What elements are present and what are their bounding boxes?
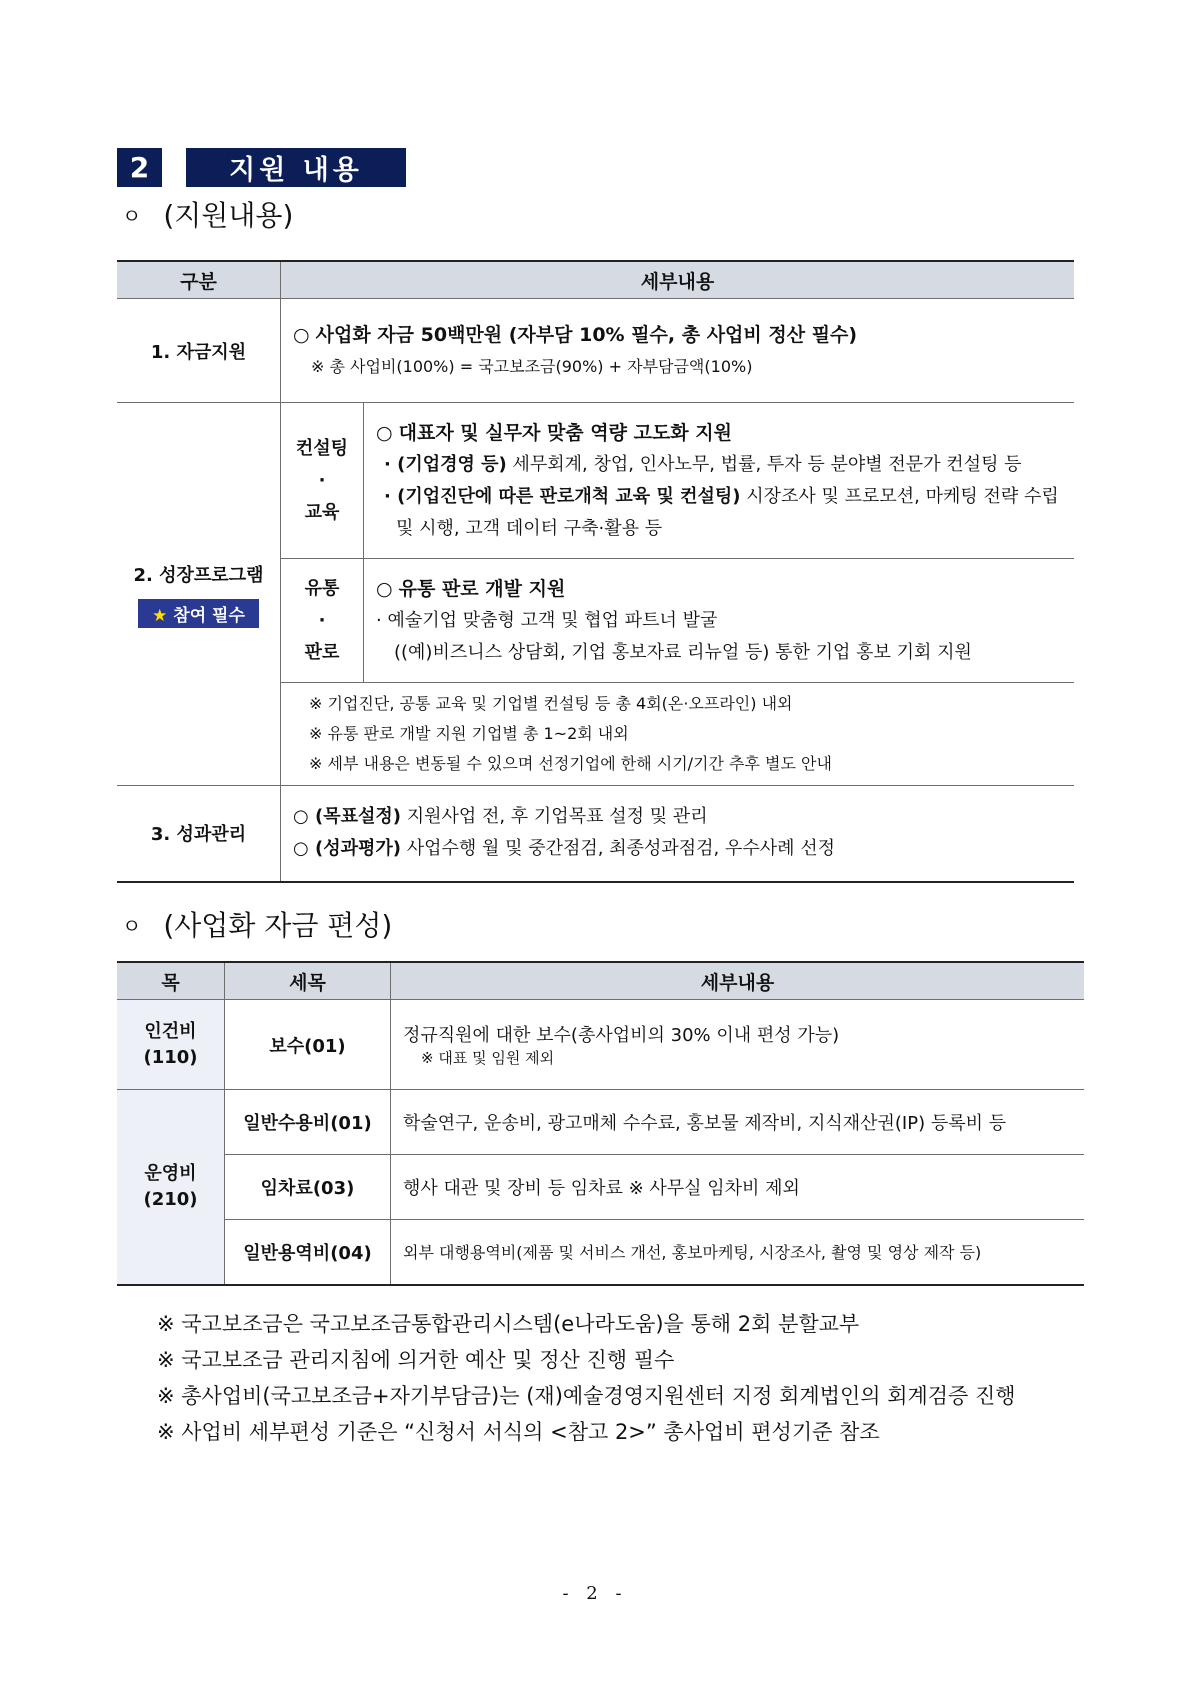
heading-support-content	[122, 194, 293, 234]
sub-consulting-education: 컨설팅 · 교육	[281, 403, 364, 559]
header-detail: 세부내용	[281, 261, 1075, 299]
footnote: ※ 사업비 세부편성 기준은 “신청서 서식의 <참고 2>” 총사업비 편성기준 참조	[157, 1420, 880, 1444]
growth-program-label: 2. 성장프로그램	[133, 564, 264, 586]
sub-distribution-channel: 유통 · 판로	[281, 559, 364, 683]
subitem-rental: 임차료(03)	[225, 1155, 391, 1220]
funding-main-text: 사업화 자금 50백만원 (자부담 10% 필수, 총 사업비 정산 필수)	[315, 323, 858, 346]
table-row	[117, 1000, 1084, 1090]
detail-general-services: 외부 대행용역비(제품 및 서비스 개선, 홍보마케팅, 시장조사, 촬영 및 영상 제작 등)	[391, 1220, 1085, 1285]
detail-distribution-channel: ○ 유통 판로 개발 지원 · 예술기업 맞춤형 고객 및 협업 파트너 발굴 ((예)비즈니스 상담회, 기업 홍보자료 리뉴얼 등) 통한 기업 홍보 기회 지원	[364, 559, 1075, 683]
bullet-icon: ㅇ	[122, 913, 142, 938]
item-operating: 운영비 (210)	[117, 1090, 225, 1285]
detail-rental: 행사 대관 및 장비 등 임차료 ※ 사무실 임차비 제외	[391, 1155, 1085, 1220]
section-header	[117, 148, 406, 187]
table-row	[117, 786, 1074, 882]
table-header-row	[117, 962, 1084, 1000]
header-subitem: 세목	[225, 962, 391, 1000]
category-growth-program	[117, 403, 281, 786]
table-row	[117, 1090, 1084, 1155]
heading-funding-allocation	[122, 904, 392, 944]
category-performance: 3. 성과관리	[117, 786, 281, 882]
budget-allocation-table	[117, 961, 1084, 1286]
table-row	[117, 1155, 1084, 1220]
table-row	[117, 299, 1074, 403]
footnote: ※ 국고보조금은 국고보조금통합관리시스템(e나라도움)을 통해 2회 분할교부	[157, 1312, 860, 1336]
star-icon: ★	[152, 605, 168, 626]
detail-performance: ○ (목표설정) 지원사업 전, 후 기업목표 설정 및 관리 ○ (성과평가) 사업수행 월 및 중간점검, 최종성과점검, 우수사례 선정	[281, 786, 1075, 882]
heading-text: (사업화 자금 편성)	[163, 909, 393, 942]
table-header-row	[117, 261, 1074, 299]
table-row	[117, 1220, 1084, 1285]
support-content-table	[117, 260, 1074, 883]
footnote: ※ 국고보조금 관리지침에 의거한 예산 및 정산 진행 필수	[157, 1348, 675, 1372]
footnotes	[157, 1306, 1016, 1450]
subitem-general-supplies: 일반수용비(01)	[225, 1090, 391, 1155]
footnote: ※ 총사업비(국고보조금+자기부담금)는 (재)예술경영지원센터 지정 회계법인의 회계검증 진행	[157, 1384, 1016, 1408]
header-detail: 세부내용	[391, 962, 1085, 1000]
participation-required-badge	[138, 599, 259, 628]
detail-general-supplies: 학술연구, 운송비, 광고매체 수수료, 홍보물 제작비, 지식재산권(IP) 등록비 등	[391, 1090, 1085, 1155]
page-number: - 2 -	[562, 1583, 628, 1604]
detail-funding: ○ 사업화 자금 50백만원 (자부담 10% 필수, 총 사업비 정산 필수) ※ 총 사업비(100%) = 국고보조금(90%) + 자부담금액(10%)	[281, 299, 1075, 403]
header-category: 구분	[117, 261, 281, 299]
item-personnel: 인건비 (110)	[117, 1000, 225, 1090]
badge-text: 참여 필수	[173, 605, 245, 626]
section-title: 지원 내용	[186, 148, 406, 187]
section-number: 2	[117, 148, 162, 187]
category-funding: 1. 자금지원	[117, 299, 281, 403]
detail-consulting-education: ○ 대표자 및 실무자 맞춤 역량 고도화 지원 · (기업경영 등) 세무회계, 창업, 인사노무, 법률, 투자 등 분야별 전문가 컨설팅 등 · (기업진단에 따른 판로개척 교육 및 컨설팅) 시장조사 및 프로모션, 마케팅 전략 수립 및 시행, 고객 데이터 구축·활용 등	[364, 403, 1075, 559]
subitem-salary: 보수(01)	[225, 1000, 391, 1090]
detail-salary: 정규직원에 대한 보수(총사업비의 30% 이내 편성 가능) ※ 대표 및 임원 제외	[391, 1000, 1085, 1090]
header-item: 목	[117, 962, 225, 1000]
table-row	[117, 403, 1074, 559]
growth-program-notes: ※ 기업진단, 공통 교육 및 기업별 컨설팅 등 총 4회(온·오프라인) 내외 ※ 유통 판로 개발 지원 기업별 총 1~2회 내외 ※ 세부 내용은 변동될 수 있으며 선정기업에 한해 시기/기간 추후 별도 안내	[281, 683, 1075, 786]
subitem-general-services: 일반용역비(04)	[225, 1220, 391, 1285]
funding-note: ※ 총 사업비(100%) = 국고보조금(90%) + 자부담금액(10%)	[311, 356, 753, 376]
heading-text: (지원내용)	[163, 199, 294, 232]
bullet-icon: ㅇ	[122, 203, 142, 228]
